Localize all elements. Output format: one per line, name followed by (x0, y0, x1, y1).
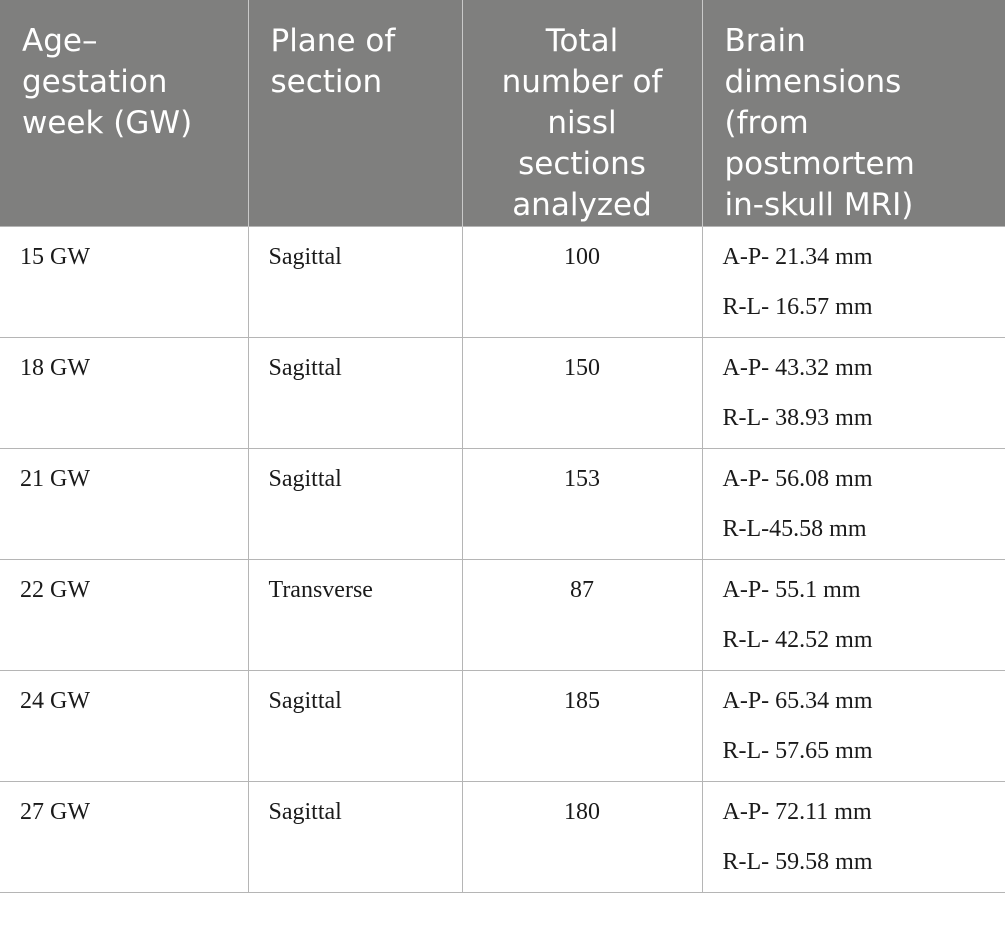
table-row (0, 782, 1005, 893)
cell-sections: 153 (462, 449, 702, 560)
table-row (0, 449, 1005, 560)
cell-plane: Sagittal (248, 782, 462, 893)
header-sections (462, 0, 702, 227)
header-sections-line: analyzed (512, 187, 652, 223)
table-header (0, 0, 1005, 227)
cell-plane: Sagittal (248, 449, 462, 560)
cell-sections: 100 (462, 227, 702, 338)
dimension-ap: A-P- 55.1 mm (722, 577, 861, 603)
dimension-ap: A-P- 72.11 mm (722, 799, 872, 825)
dimension-rl: R-L-45.58 mm (722, 516, 867, 542)
dimension-rl: R-L- 38.93 mm (722, 405, 873, 431)
table-body (0, 227, 1005, 893)
cell-dimensions (702, 338, 1005, 449)
header-plane-line: section (270, 64, 383, 100)
header-age (0, 0, 248, 227)
dimension-rl: R-L- 42.52 mm (722, 627, 873, 653)
dimension-rl: R-L- 16.57 mm (722, 294, 873, 320)
cell-plane: Sagittal (248, 338, 462, 449)
table-row (0, 227, 1005, 338)
cell-age: 15 GW (0, 227, 248, 338)
cell-age: 21 GW (0, 449, 248, 560)
table-row (0, 338, 1005, 449)
header-plane (248, 0, 462, 227)
dimension-ap: A-P- 65.34 mm (722, 688, 873, 714)
cell-plane: Transverse (248, 560, 462, 671)
cell-dimensions (702, 560, 1005, 671)
header-dimensions-line: (from (724, 105, 809, 141)
dimension-ap: A-P- 43.32 mm (722, 355, 873, 381)
table-row (0, 671, 1005, 782)
cell-dimensions (702, 782, 1005, 893)
header-sections-line: Total (545, 23, 619, 59)
cell-plane: Sagittal (248, 671, 462, 782)
cell-sections: 185 (462, 671, 702, 782)
cell-age: 24 GW (0, 671, 248, 782)
cell-sections: 150 (462, 338, 702, 449)
header-row (0, 0, 1005, 227)
header-plane-line: Plane of (270, 23, 396, 59)
header-sections-line: nissl (547, 105, 617, 141)
cell-sections: 180 (462, 782, 702, 893)
header-dimensions-line: in-skull MRI) (724, 187, 914, 223)
header-dimensions-line: Brain (724, 23, 806, 59)
cell-age: 22 GW (0, 560, 248, 671)
dimension-rl: R-L- 57.65 mm (722, 738, 873, 764)
cell-dimensions (702, 227, 1005, 338)
cell-plane: Sagittal (248, 227, 462, 338)
header-age-line: gestation (22, 64, 168, 100)
header-age-line: Age– (22, 23, 98, 59)
header-sections-line: sections (518, 146, 646, 182)
dimension-ap: A-P- 56.08 mm (722, 466, 873, 492)
dimension-ap: A-P- 21.34 mm (722, 244, 873, 270)
header-dimensions (702, 0, 1005, 227)
cell-dimensions (702, 671, 1005, 782)
header-sections-line: number of (501, 64, 663, 100)
cell-age: 18 GW (0, 338, 248, 449)
header-dimensions-line: postmortem (724, 146, 915, 182)
header-age-line: week (GW) (22, 105, 193, 141)
table-row (0, 560, 1005, 671)
cell-sections: 87 (462, 560, 702, 671)
cell-dimensions (702, 449, 1005, 560)
header-dimensions-line: dimensions (724, 64, 902, 100)
cell-age: 27 GW (0, 782, 248, 893)
dimension-rl: R-L- 59.58 mm (722, 849, 873, 875)
